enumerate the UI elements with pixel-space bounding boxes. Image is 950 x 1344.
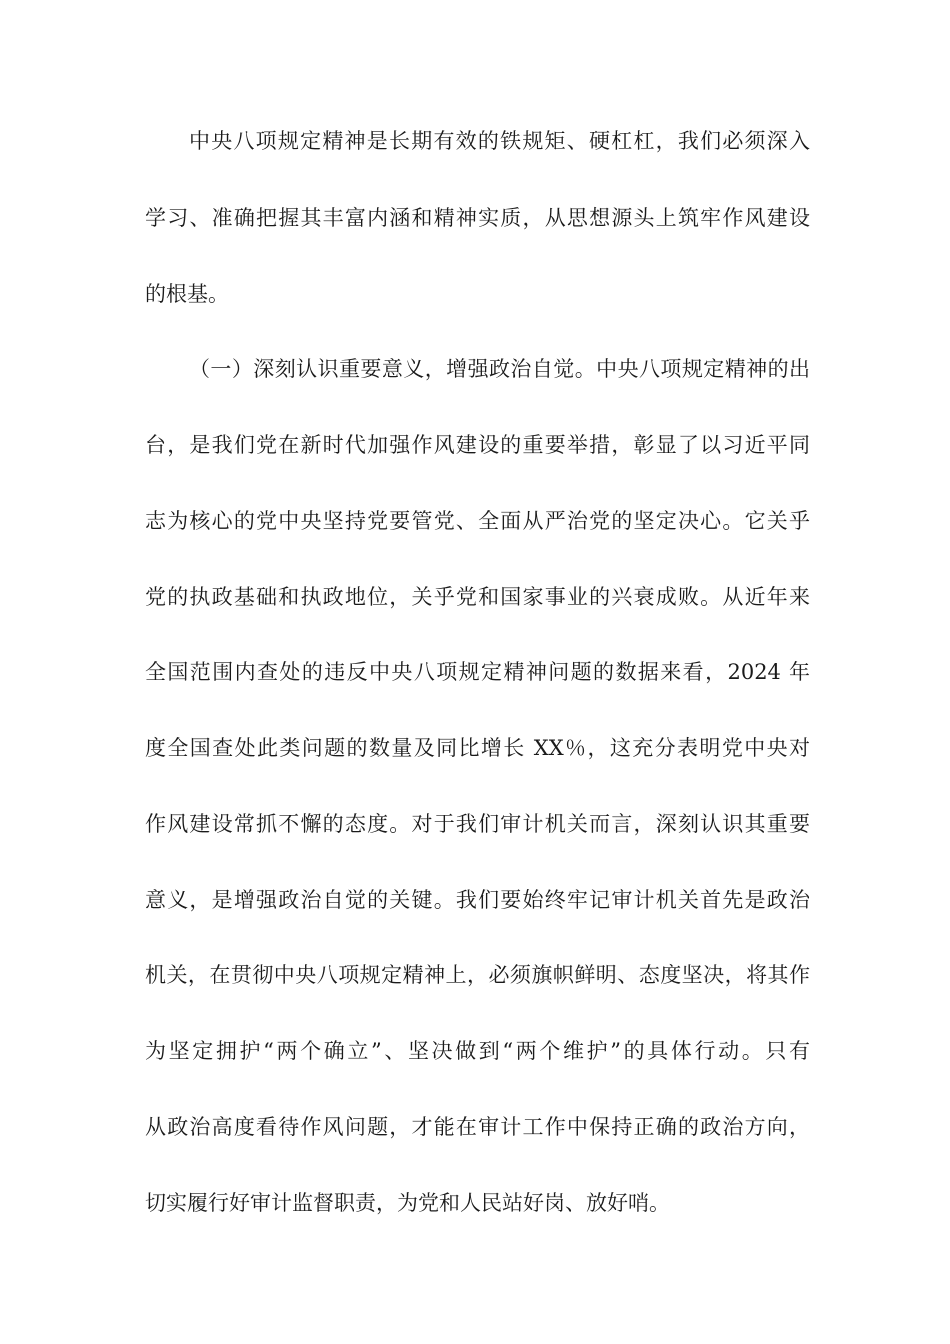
paragraph-2-line-3: 志为核心的党中央坚持党要管党、全面从严治党的坚定决心。它关乎: [145, 509, 810, 533]
paragraph-1-line-2: 学习、准确把握其丰富内涵和精神实质，从思想源头上筑牢作风建设: [145, 206, 810, 230]
paragraph-2-line-11: 从政治高度看待作风问题，才能在审计工作中保持正确的政治方向，: [145, 1115, 810, 1139]
paragraph-2-line-5: 全国范围内查处的违反中央八项规定精神问题的数据来看，2024 年: [145, 660, 810, 684]
paragraph-2-line-8: 意义，是增强政治自觉的关键。我们要始终牢记审计机关首先是政治: [145, 888, 810, 912]
paragraph-2-line-2: 台，是我们党在新时代加强作风建设的重要举措，彰显了以习近平同: [145, 433, 810, 457]
paragraph-2-line-12: 切实履行好审计监督职责，为党和人民站好岗、放好哨。: [145, 1191, 670, 1215]
paragraph-1-line-3: 的根基。: [145, 282, 229, 306]
paragraph-2-line-1: （一）深刻认识重要意义，增强政治自觉。中央八项规定精神的出: [189, 357, 810, 381]
paragraph-2-line-4: 党的执政基础和执政地位，关乎党和国家事业的兴衰成败。从近年来: [145, 585, 810, 609]
paragraph-2-line-9: 机关，在贯彻中央八项规定精神上，必须旗帜鲜明、态度坚决，将其作: [145, 963, 810, 987]
paragraph-1-line-1: 中央八项规定精神是长期有效的铁规矩、硬杠杠，我们必须深入: [189, 129, 810, 153]
paragraph-2-line-10: 为坚定拥护“两个确立”、坚决做到“两个维护”的具体行动。只有: [145, 1039, 810, 1063]
paragraph-2-line-6: 度全国查处此类问题的数量及同比增长 XX％，这充分表明党中央对: [145, 736, 810, 760]
paragraph-2-line-7: 作风建设常抓不懈的态度。对于我们审计机关而言，深刻认识其重要: [145, 812, 810, 836]
